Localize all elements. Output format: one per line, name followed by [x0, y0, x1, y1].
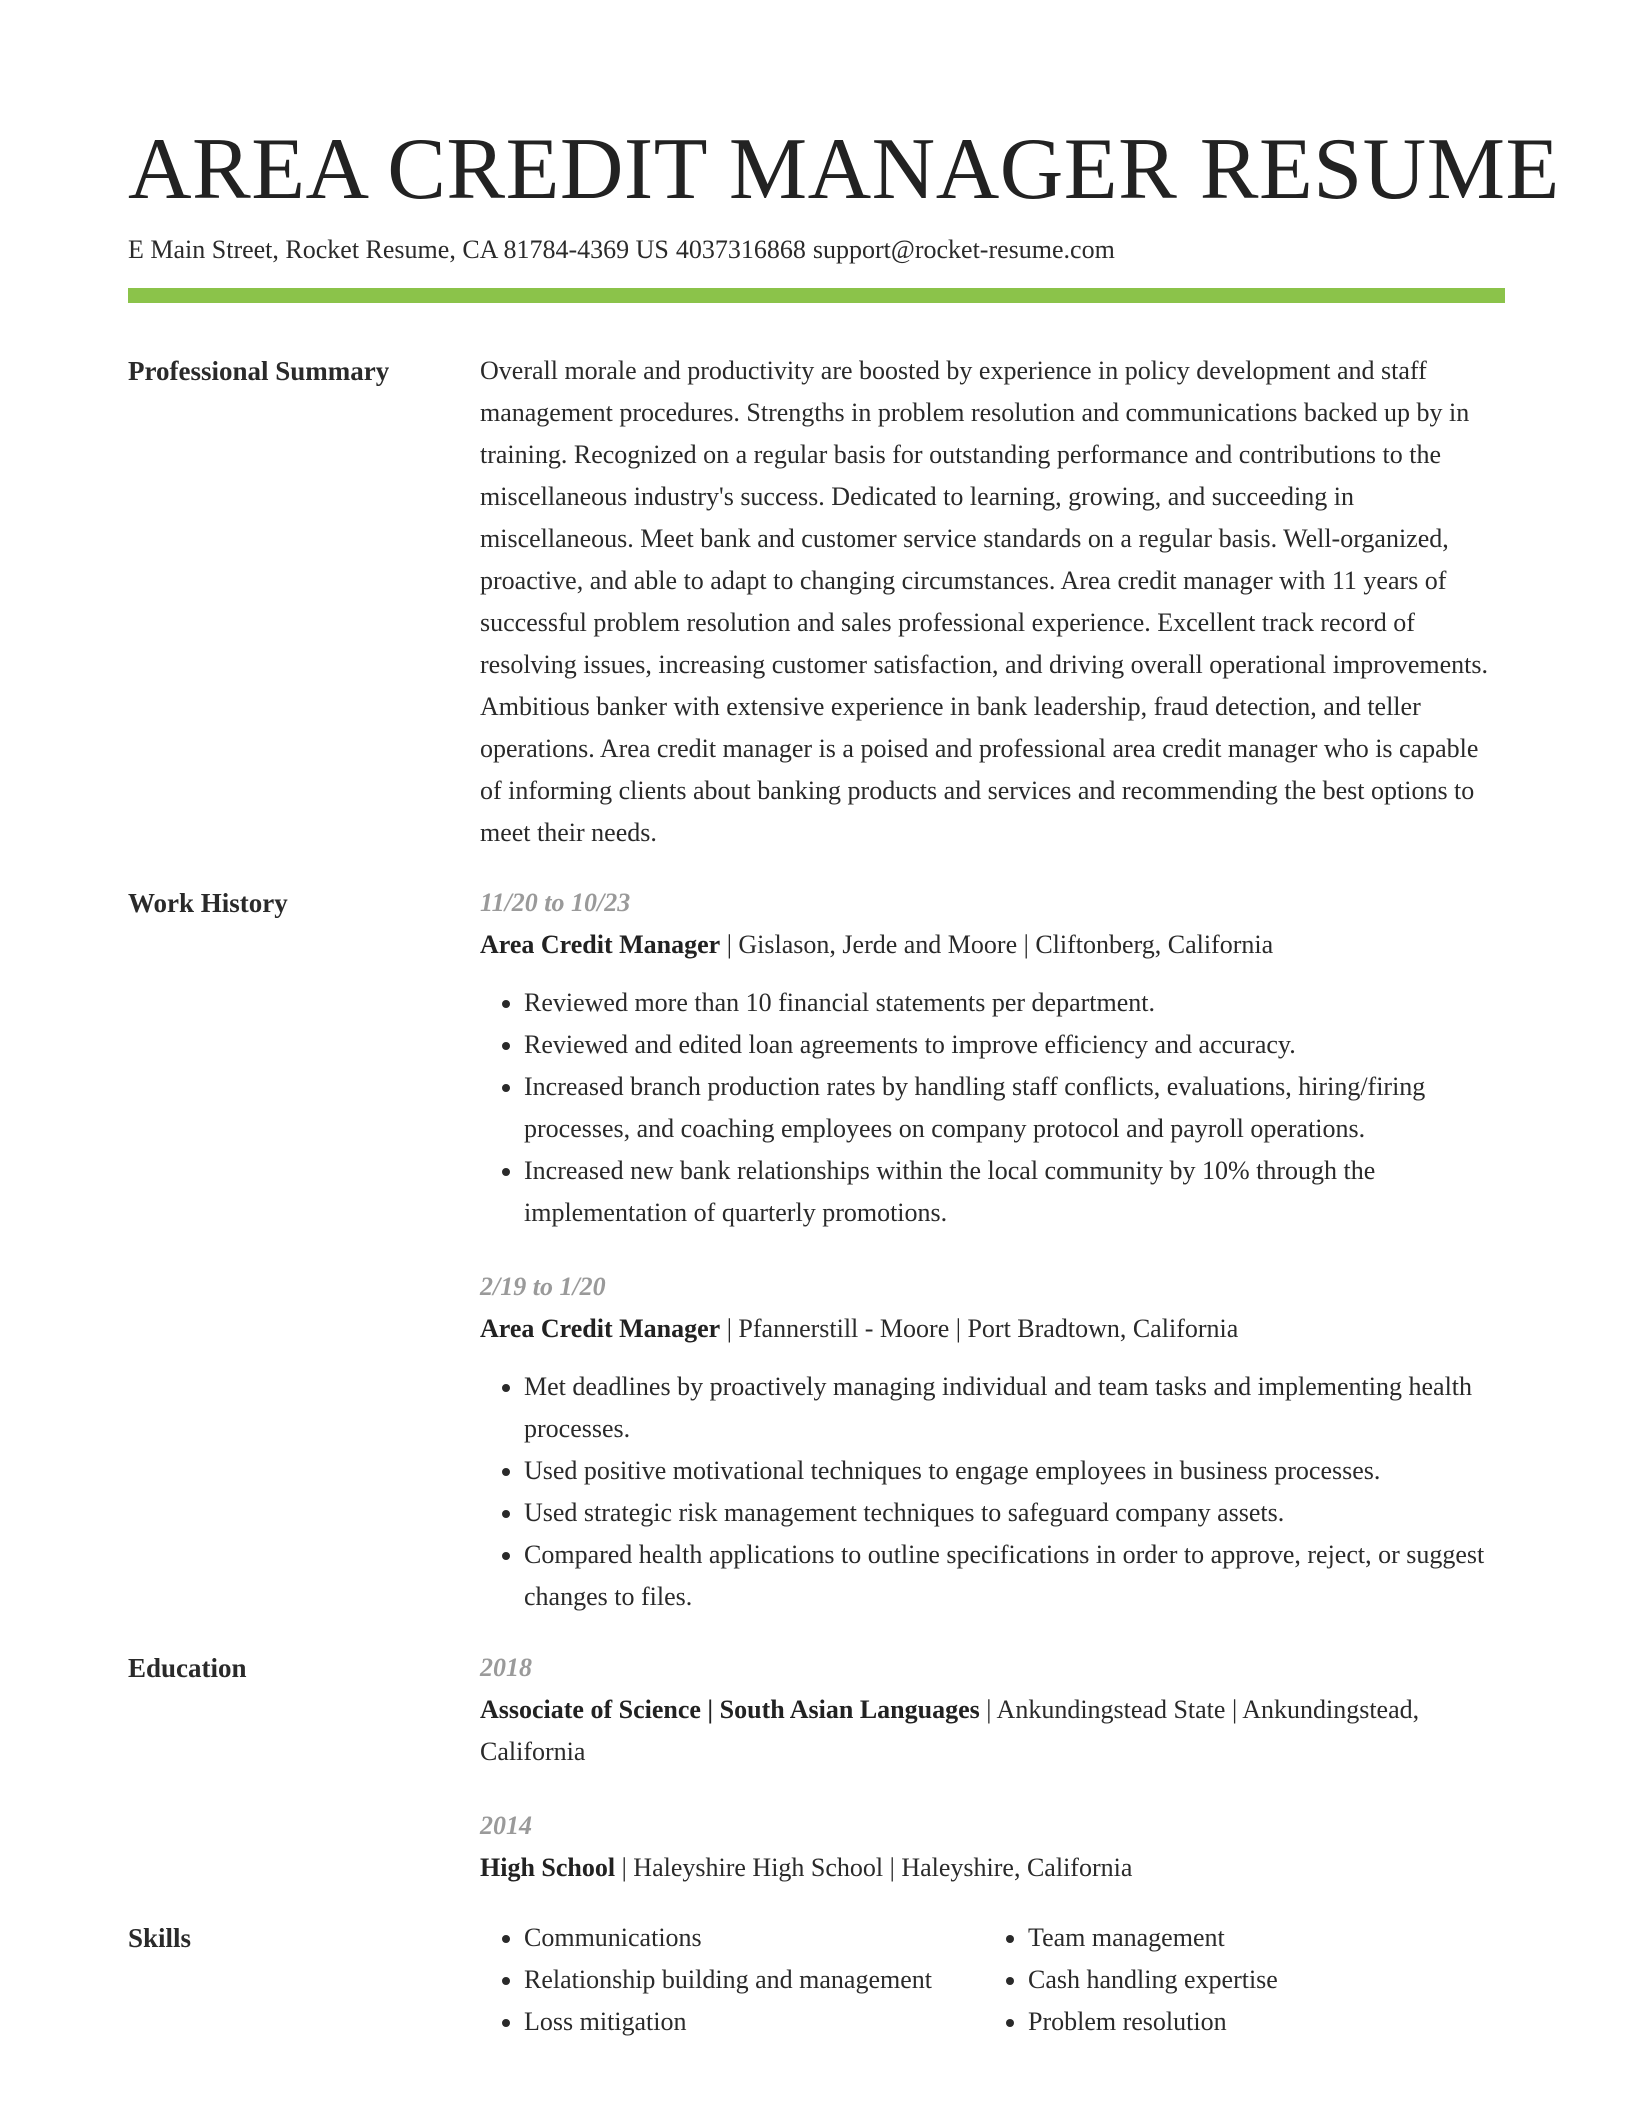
- contact-phone: 4037316868: [675, 235, 806, 264]
- resume-title: AREA CREDIT MANAGER RESUME: [128, 121, 1560, 218]
- summary-section: [128, 350, 1505, 854]
- job-entry: [480, 1266, 1505, 1618]
- contact-email: support@rocket-resume.com: [812, 235, 1115, 264]
- job-bullet: • Increased branch production rates by handling staff conflicts, evaluations, hiring/firing processes, and coaching employees on company protocol and payroll operations.: [524, 1066, 1505, 1150]
- job-bullet: • Increased new bank relationships within the local community by 10% through the implementation of quarterly promotions.: [524, 1150, 1505, 1234]
- job-entry: [480, 882, 1505, 1234]
- education-entry: [480, 1805, 1505, 1889]
- skill-item: • Relationship building and management: [524, 1959, 984, 2001]
- job-dates: 2/19 to 1/20: [480, 1272, 606, 1301]
- job-bullet: • Used positive motivational techniques to engage employees in business processes.: [524, 1450, 1505, 1492]
- contact-line: [128, 232, 1505, 268]
- job-title: Area Credit Manager: [480, 930, 721, 959]
- education-year: 2018: [480, 1653, 532, 1682]
- header-divider: [128, 288, 1505, 303]
- job-role-line: [480, 1308, 1505, 1350]
- job-role-line: [480, 924, 1505, 966]
- job-bullets: [480, 1366, 1505, 1618]
- education-details: | Haleyshire High School | Haleyshire, California: [615, 1853, 1133, 1882]
- section-title-summary: Professional Summary: [128, 356, 390, 386]
- job-details: | Gislason, Jerde and Moore | Cliftonberg, California: [720, 930, 1274, 959]
- job-bullet: • Met deadlines by proactively managing individual and team tasks and implementing health processes.: [524, 1366, 1505, 1450]
- education-section: [128, 1647, 1505, 1889]
- section-title-education: Education: [128, 1653, 247, 1683]
- job-details: | Pfannerstill - Moore | Port Bradtown, California: [720, 1314, 1239, 1343]
- section-title-work-history: Work History: [128, 888, 288, 918]
- skills-grid: [480, 1917, 1505, 2043]
- education-degree: High School: [480, 1853, 616, 1882]
- education-entry: [480, 1647, 1505, 1773]
- job-bullet: • Reviewed more than 10 financial statements per department.: [524, 982, 1505, 1024]
- resume-page: [128, 120, 1560, 2043]
- job-bullet: • Used strategic risk management techniques to safeguard company assets.: [524, 1492, 1505, 1534]
- section-title-skills: Skills: [128, 1923, 192, 1953]
- job-bullet: • Compared health applications to outline specifications in order to approve, reject, or suggest changes to files.: [524, 1534, 1505, 1618]
- education-degree: Associate of Science | South Asian Languages: [480, 1695, 980, 1724]
- job-bullet: • Reviewed and edited loan agreements to improve efficiency and accuracy.: [524, 1024, 1505, 1066]
- skill-item: • Problem resolution: [1028, 2001, 1488, 2043]
- contact-address: E Main Street, Rocket Resume, CA 81784-4369 US: [128, 235, 669, 264]
- summary-text: Overall morale and productivity are boosted by experience in policy development and staff management procedures. Strengths in problem resolution and communications backed up by in training. Recognized on a regular basis for outstanding performance and contributions to the miscellaneous industry's success. Dedicated to learning, growing, and succeeding in miscellaneous. Meet bank and customer service standards on a regular basis. Well-organized, proactive, and able to adapt to changing circumstances. Area credit manager with 11 years of successful problem resolution and sales professional experience. Excellent track record of resolving issues, increasing customer satisfaction, and driving overall operational improvements. Ambitious banker with extensive experience in bank leadership, fraud detection, and teller operations. Area credit manager is a poised and professional area credit manager who is capable of informing clients about banking products and services and recommending the best options to meet their needs.: [480, 356, 1488, 847]
- education-line: [480, 1689, 1505, 1773]
- skill-item: • Communications: [524, 1917, 984, 1959]
- skills-column-left: [480, 1917, 984, 2043]
- skill-item: • Team management: [1028, 1917, 1488, 1959]
- skills-column-right: [984, 1917, 1488, 2043]
- skill-item: • Loss mitigation: [524, 2001, 984, 2043]
- job-title: Area Credit Manager: [480, 1314, 721, 1343]
- work-history-section: [128, 882, 1505, 1618]
- education-line: [480, 1847, 1505, 1889]
- job-dates: 11/20 to 10/23: [480, 888, 631, 917]
- education-year: 2014: [480, 1811, 532, 1840]
- skills-section: [128, 1917, 1505, 2043]
- skill-item: • Cash handling expertise: [1028, 1959, 1488, 2001]
- education-details: | Ankundingstead State | Ankundingstead, California: [480, 1695, 1420, 1766]
- job-bullets: [480, 982, 1505, 1234]
